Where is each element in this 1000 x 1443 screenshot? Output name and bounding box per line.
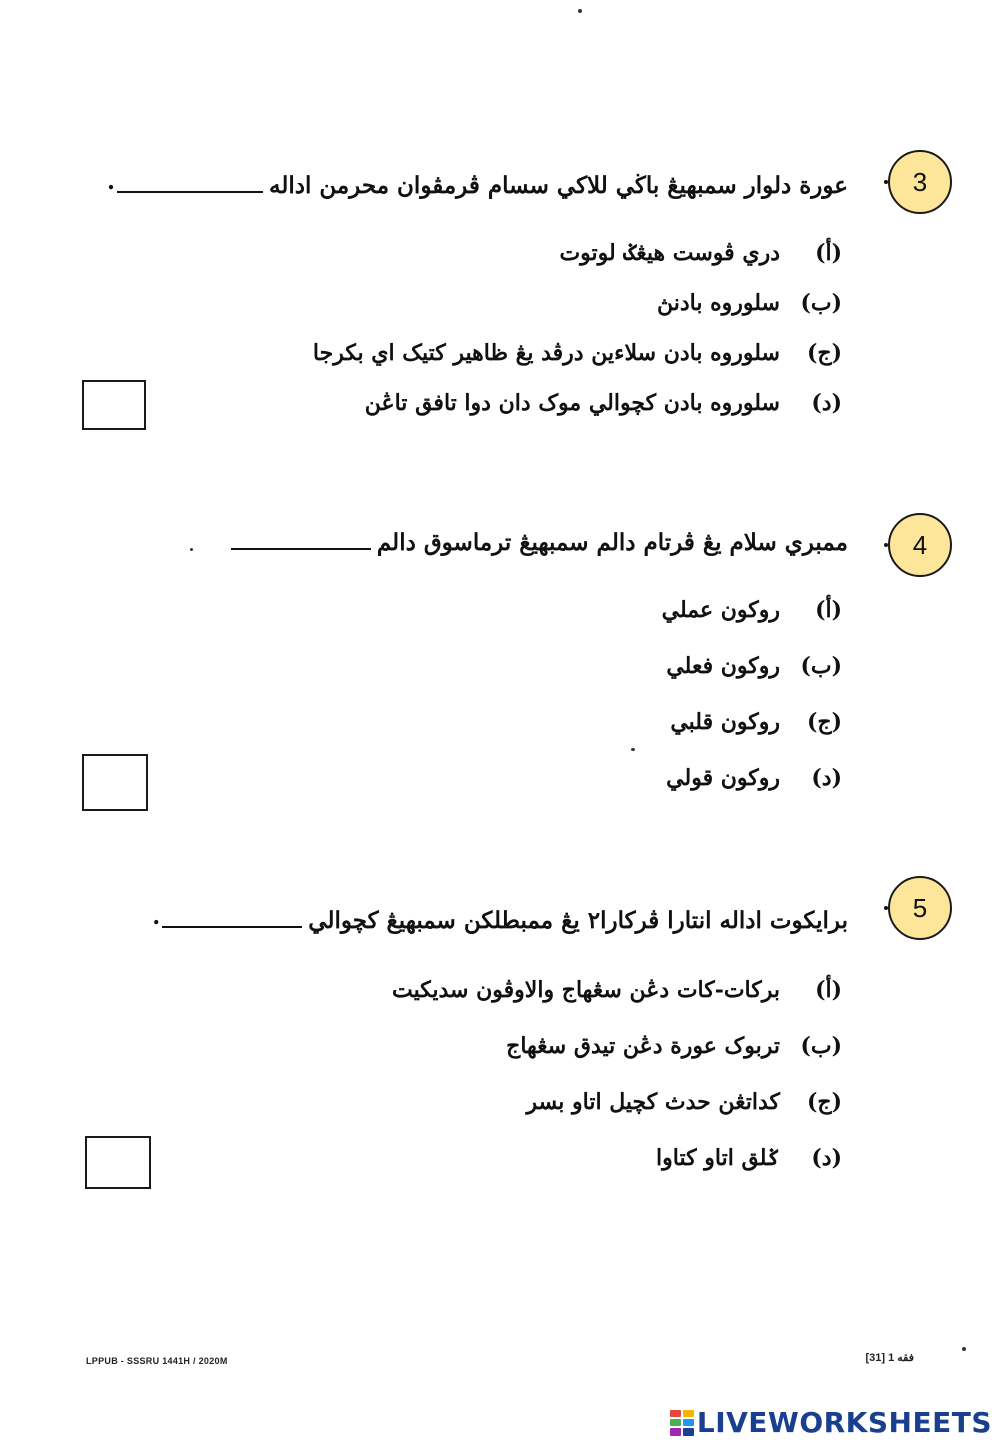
blank-dot: . [106, 168, 115, 195]
option-letter: (ب) [800, 290, 842, 316]
option-c [526, 1089, 842, 1115]
option-text: برکات-کات دڠن سڠهاج والاوڤون سديکيت [391, 977, 780, 1003]
option-c [670, 709, 842, 735]
exam-code: LPPUB - SSSRU 1441H / 2020M [86, 1356, 228, 1366]
question-stem [231, 529, 848, 556]
option-c [313, 340, 842, 366]
question-stem-text: عورة دلوار سمبهيڠ باڬي للاکي سسام ڤرمڤوان محرمن اداله [268, 172, 848, 199]
answer-input-box[interactable] [82, 380, 146, 430]
option-text: سلوروه بادنڽ [656, 290, 780, 316]
option-b [666, 653, 842, 679]
option-b [657, 290, 842, 316]
option-d [365, 390, 842, 416]
question-number-badge [888, 876, 952, 940]
option-text: دري ڤوست هيڠݢ لوتوت [559, 240, 780, 266]
question-number: 3 [912, 166, 928, 197]
question-number: 5 [912, 892, 928, 923]
answer-blank-line [162, 926, 302, 928]
question-stem [152, 903, 848, 934]
option-letter: (ج) [806, 709, 842, 735]
option-d [656, 1145, 842, 1171]
option-letter: (أ) [815, 597, 842, 623]
question-number-badge [888, 150, 952, 214]
liveworksheets-logo-icon [670, 1410, 694, 1436]
blank-dot: . [152, 903, 161, 930]
answer-input-box[interactable] [82, 754, 148, 811]
answer-input-box[interactable] [85, 1136, 151, 1189]
option-letter: (ب) [800, 1033, 842, 1059]
option-letter: (ب) [800, 653, 842, 679]
option-text: سلوروه بادن سلاءين درڤد يڠ ظاهير کتيک اي بکرجا [312, 340, 780, 366]
option-text: روکون عملي [661, 597, 780, 623]
option-text: کداتڠن حدث کچيل اتاو بسر [526, 1089, 780, 1115]
option-a [392, 977, 842, 1003]
question-stem [107, 168, 848, 199]
answer-blank-line [117, 191, 263, 193]
option-text: روکون فعلي [666, 653, 780, 679]
liveworksheets-brand[interactable] [670, 1406, 992, 1439]
option-text: روکون قولي [666, 765, 780, 791]
scan-speck [190, 548, 193, 551]
question-stem-text: برايکوت اداله انتارا ڤرکارا٢ يڠ ممبطلکن سمبهيڠ کچوالي [308, 907, 848, 934]
option-text: سلوروه بادن کچوالي موک دان دوا تافق تاڠن [364, 390, 780, 416]
option-text: ݢلق اتاو کتاوا [656, 1145, 780, 1171]
option-text: تربوک عورة دڠن تيدق سڠهاج [506, 1033, 780, 1059]
option-letter: (د) [811, 765, 842, 791]
option-text: روکون قلبي [670, 709, 780, 735]
option-letter: (ج) [806, 1089, 842, 1115]
question-stem-text: ممبري سلام يڠ ڤرتام دالم سمبهيڠ ترماسوق دالم [376, 529, 848, 556]
option-letter: (د) [811, 390, 842, 416]
option-letter: (أ) [815, 240, 842, 266]
brand-name: LIVEWORKSHEETS [696, 1406, 992, 1439]
scan-speck [631, 748, 635, 751]
scan-speck [578, 9, 582, 13]
scan-speck [962, 1347, 966, 1351]
option-letter: (أ) [815, 977, 842, 1003]
option-a [662, 597, 842, 623]
question-number-badge [888, 513, 952, 577]
option-a [559, 240, 842, 266]
option-letter: (ج) [806, 340, 842, 366]
answer-blank-line [231, 548, 371, 550]
option-letter: (د) [811, 1145, 842, 1171]
option-d [666, 765, 842, 791]
question-number: 4 [912, 529, 928, 560]
page-number: فقه 1 [31] [865, 1352, 914, 1364]
option-b [506, 1033, 842, 1059]
